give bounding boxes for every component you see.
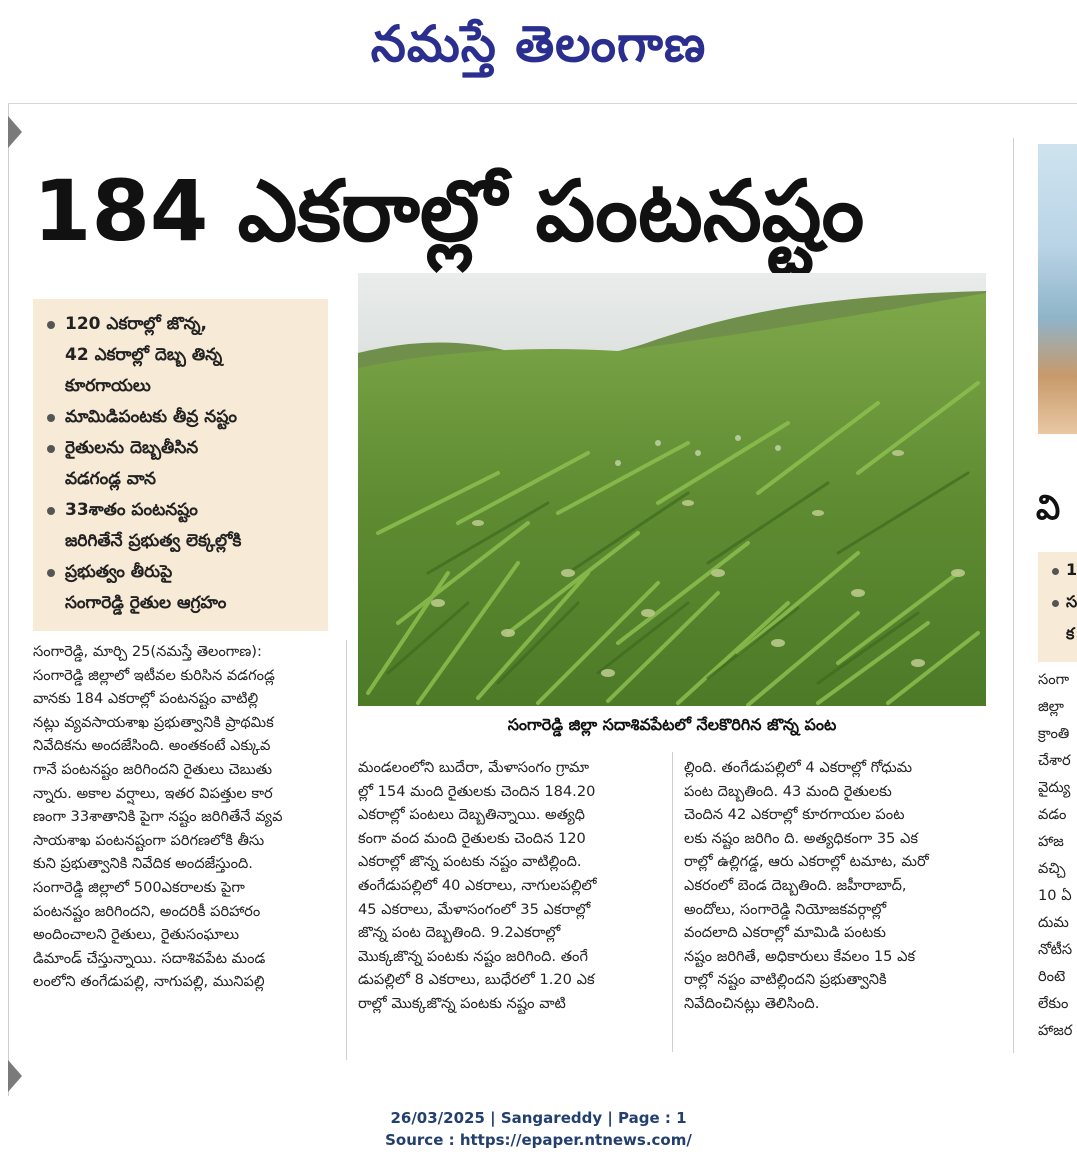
bullet-icon (1052, 568, 1059, 575)
article-column-3: ల్లింది. తంగేడుపల్లిలో 4 ఎకరాల్లో గోధుమ పంట దెబ్బతింది. 43 మంది రైతులకు చెందిన 42 ఎకరాల్లో కూరగాయల పంట లకు నష్టం జరిగిం ది. అత్యధికంగా 35 ఎక రాల్లో ఉల్లిగడ్డ, ఆరు ఎకరాల్లో టమాట, మరో ఎకరంలో బెండ దెబ్బతింది. జహీరాబాద్, అందోలు, సంగారెడ్డి నియోజకవర్గాల్లో వందలాది ఎకరాల్లో మామిడి పంటకు నష్టం జరిగితే, అధికారులు కేవలం 15 ఎక రాల్లో నష్టం వాటిల్లిందని ప్రభుత్వానికి నివేదించినట్లు తెలిసింది. (684, 759, 929, 1012)
bullet-icon (47, 507, 55, 515)
adjacent-story-text: సంగా జిల్లా క్రాంతి చేశార వైద్యు వడం హాజ వచ్చి 10 ఏ దుమ నోటీస రింటె లేకుం హాజర (1038, 671, 1073, 1039)
adjacent-highlights-box (1038, 552, 1077, 662)
page-marker-bottom (8, 1060, 22, 1092)
column-divider (672, 752, 673, 1052)
highlight-text: 120 ఎకరాల్లో జొన్న, 42 ఎకరాల్లో దెబ్బ తిన్న కూరగాయలు (65, 314, 223, 396)
highlight-item (47, 402, 320, 433)
adjacent-story (1013, 138, 1077, 1053)
column-divider (346, 640, 347, 1060)
page-marker-top (8, 116, 22, 148)
highlight-text: ప్రభుత్వం తీరుపై సంగారెడ్డి రైతుల ఆగ్రహం (65, 562, 227, 613)
article-headline: 184 ఎకరాల్లో పంటనష్టం (33, 162, 865, 260)
bullet-icon (47, 321, 55, 329)
highlight-text: రైతులను దెబ్బతీసిన వడగండ్ల వాన (65, 438, 199, 489)
bullet-icon (47, 569, 55, 577)
adjacent-highlight-text: క (1066, 624, 1075, 643)
adjacent-story-headline: వి (1036, 488, 1061, 528)
highlight-text: మామిడిపంటకు తీవ్ర నష్టం (65, 407, 237, 427)
bullet-icon (1052, 600, 1059, 607)
page-footer (0, 1107, 1077, 1151)
highlight-item (47, 557, 320, 619)
source-link[interactable]: Source : https://epaper.ntnews.com/ (385, 1131, 692, 1149)
crop-damage-photo (358, 273, 986, 706)
article-column-1: సంగారెడ్డి, మార్చి 25(నమస్తే తెలంగాణ): సంగారెడ్డి జిల్లాలో ఇటీవల కురిసిన వడగండ్ల వానకు 184 ఎకరాల్లో పంటనష్టం వాటిల్లి నట్లు వ్యవసాయశాఖ ప్రభుత్వానికి ప్రాథమిక నివేదికను అందజేసింది. అంతకంటే ఎక్కువ గానే పంటనష్టం జరిగిందని రైతులు చెబుతు న్నారు. అకాల వర్షాలు, ఇతర విపత్తుల కార ణంగా 33శాతానికి పైగా నష్టం జరిగితేనే వ్యవ సాయశాఖ పంటనష్టంగా పరిగణలోకి తీసు కుని ప్రభుత్వానికి నివేదిక అందజేస్తుంది. సంగారెడ్డి జిల్లాలో 500ఎకరాలకు పైగా పంటనష్టం జరిగిందని, అందరికీ పరిహారం అందించాలని రైతులు, రైతుసంఘాలు డిమాండ్ చేస్తున్నాయి. సదాశివపేట మండ లంలోని తంగేడుపల్లి, నాగుపల్లి, మునిపల్లి (33, 643, 283, 991)
article-column-2: మండలంలోని బుదేరా, మేళాసంగం గ్రామా ల్లో 154 మంది రైతులకు చెందిన 184.20 ఎకరాల్లో పంటలు దెబ్బతిన్నాయి. అత్యధి కంగా వంద మంది రైతులకు చెందిన 120 ఎకరాల్లో జొన్న పంటకు నష్టం వాటిల్లింది. తంగేడుపల్లిలో 40 ఎకరాలు, నాగులపల్లిలో 45 ఎకరాలు, మేళాసంగంలో 35 ఎకరాల్లో జొన్న పంట దెబ్బతింది. 9.2ఎకరాల్లో మొక్కజొన్న పంటకు నష్టం జరిగింది. తంగే డుపల్లిలో 8 ఎకరాలు, బుధేరలో 1.20 ఎక రాల్లో మొక్కజొన్న పంటకు నష్టం వాటి (358, 759, 597, 1012)
adjacent-highlight-text: స (1066, 592, 1077, 611)
bullet-icon (47, 445, 55, 453)
bullet-icon (47, 414, 55, 422)
photo-caption: సంగారెడ్డి జిల్లా సదాశివపేటలో నేలకొరిగిన జొన్న పంట (507, 715, 837, 734)
highlight-item (47, 309, 320, 402)
newspaper-masthead: నమస్తే తెలంగాణ (370, 14, 707, 73)
adjacent-story-photo (1038, 144, 1077, 434)
edition-info: 26/03/2025 | Sangareddy | Page : 1 (390, 1109, 687, 1127)
adjacent-highlight-text: 1 (1066, 560, 1077, 579)
highlights-box (33, 299, 328, 631)
highlight-text: 33శాతం పంటనష్టం జరిగితేనే ప్రభుత్వ లెక్కల్లోకి (65, 500, 242, 551)
highlight-item (47, 495, 320, 557)
highlight-item (47, 433, 320, 495)
